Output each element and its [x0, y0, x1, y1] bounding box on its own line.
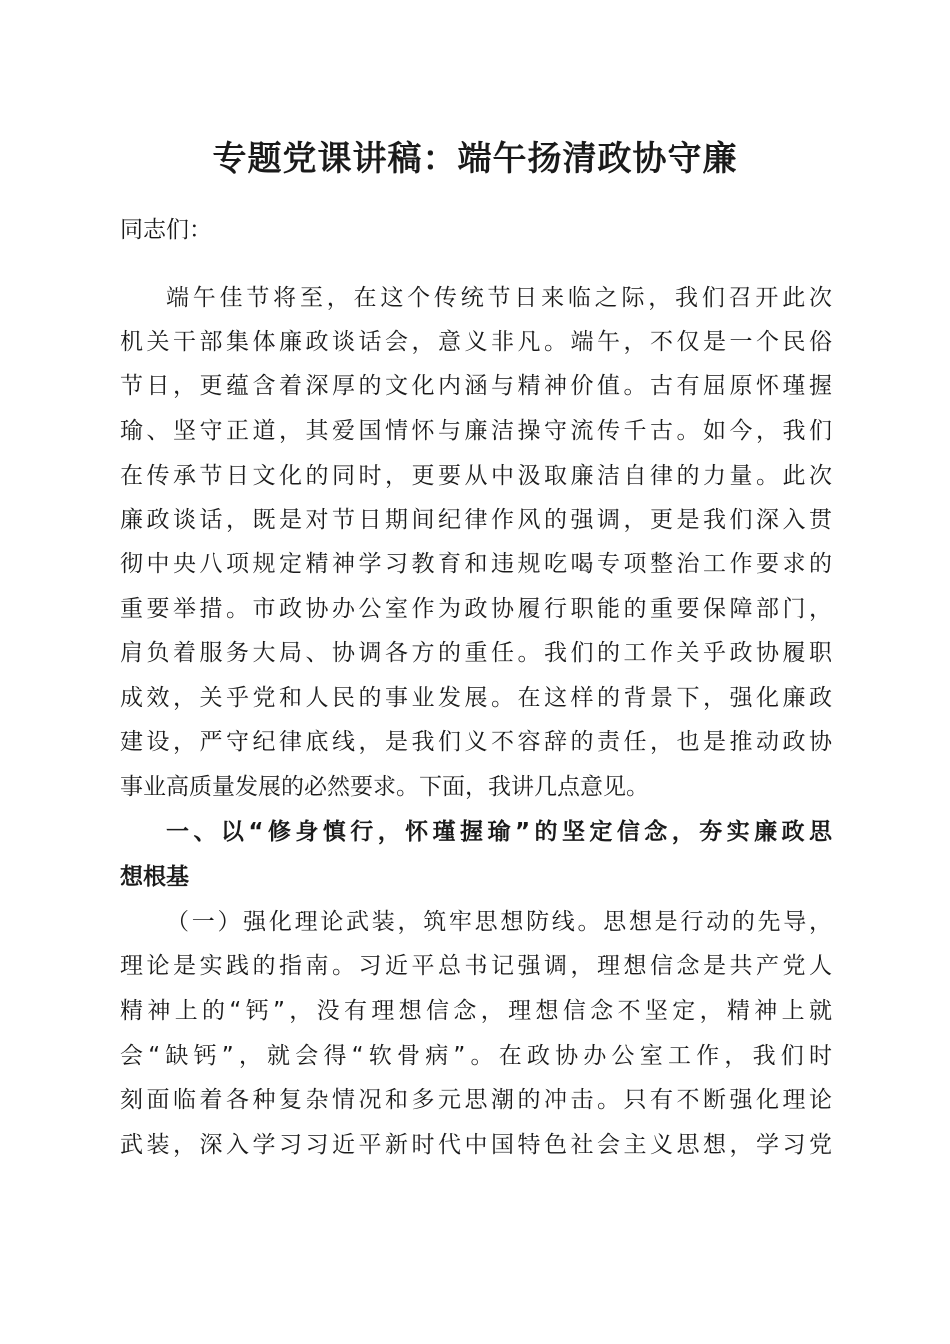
- section-line: 会“缺钙”，就会得“软骨病”。在政协办公室工作，我们时: [120, 1043, 832, 1069]
- section-heading: 一、以“修身慎行，怀瑾握瑜”的坚定信念，夯实廉政思: [166, 819, 832, 845]
- salutation: 同志们：: [120, 217, 212, 243]
- intro-line: 机关干部集体廉政谈话会，意义非凡。端午，不仅是一个民俗: [120, 329, 832, 355]
- intro-line: 端午佳节将至，在这个传统节日来临之际，我们召开此次: [166, 285, 832, 311]
- intro-line: 重要举措。市政协办公室作为政协履行职能的重要保障部门，: [120, 596, 832, 622]
- intro-line: 廉政谈话，既是对节日期间纪律作风的强调，更是我们深入贯: [120, 507, 832, 533]
- intro-line: 在传承节日文化的同时，更要从中汲取廉洁自律的力量。此次: [120, 463, 832, 489]
- intro-line: 建设，严守纪律底线，是我们义不容辞的责任，也是推动政协: [120, 729, 832, 755]
- section-line: 精神上的“钙”，没有理想信念，理想信念不坚定，精神上就: [120, 998, 832, 1024]
- intro-line: 彻中央八项规定精神学习教育和违规吃喝专项整治工作要求的: [120, 551, 832, 577]
- intro-line: 瑜、坚守正道，其爱国情怀与廉洁操守流传千古。如今，我们: [120, 418, 832, 444]
- intro-line: 事业高质量发展的必然要求。下面，我讲几点意见。: [120, 774, 649, 800]
- section-heading: 想根基: [120, 864, 189, 890]
- intro-line: 肩负着服务大局、协调各方的重任。我们的工作关乎政协履职: [120, 640, 832, 666]
- section-line: 理论是实践的指南。习近平总书记强调，理想信念是共产党人: [120, 953, 832, 979]
- section-line: 刻面临着各种复杂情况和多元思潮的冲击。只有不断强化理论: [120, 1087, 832, 1113]
- intro-line: 成效，关乎党和人民的事业发展。在这样的背景下，强化廉政: [120, 685, 832, 711]
- intro-line: 节日，更蕴含着深厚的文化内涵与精神价值。古有屈原怀瑾握: [120, 373, 832, 399]
- section-line: （一）强化理论武装，筑牢思想防线。思想是行动的先导，: [166, 909, 832, 935]
- section-line: 武装，深入学习习近平新时代中国特色社会主义思想，学习党: [120, 1132, 832, 1158]
- document-title: 专题党课讲稿：端午扬清政协守廉: [212, 139, 738, 179]
